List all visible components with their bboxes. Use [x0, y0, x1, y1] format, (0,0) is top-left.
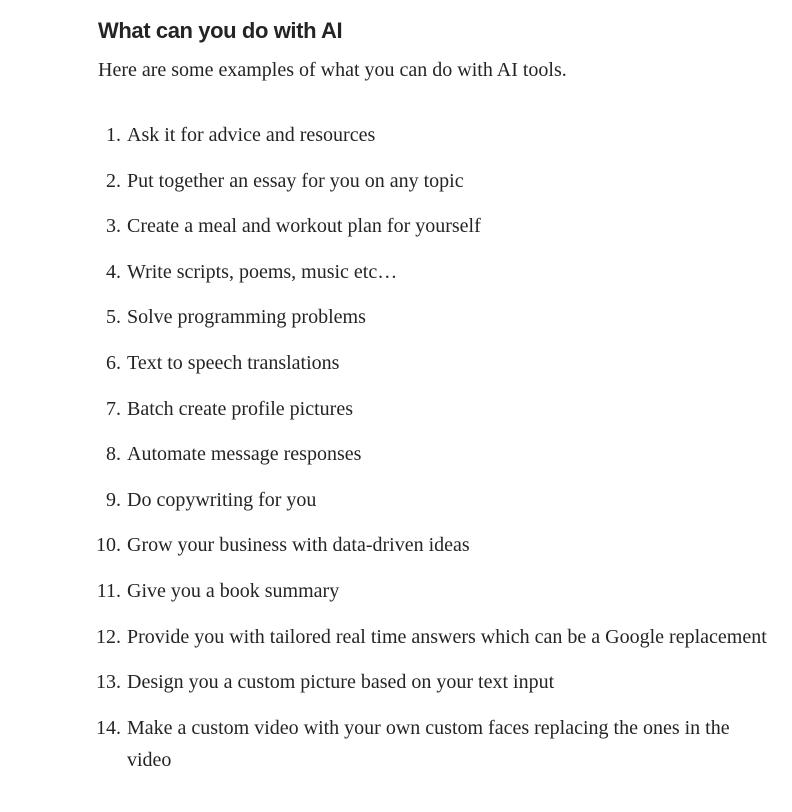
list-item [95, 575, 770, 607]
list-item-text: Put together an essay for you on any topic [127, 169, 464, 192]
list-item [95, 529, 770, 561]
list-item-number: 7. [106, 397, 121, 420]
list-item [95, 621, 770, 653]
list-item-number: 11. [96, 579, 121, 602]
list-item-number: 10. [96, 534, 121, 557]
list-item-number: 5. [106, 306, 121, 329]
list-item-text: Automate message responses [127, 443, 362, 466]
list-item-text: Provide you with tailored real time answers which can be a Google replacement [127, 625, 767, 648]
list-item [95, 438, 770, 470]
section-heading: What can you do with AI [98, 18, 343, 43]
list-item-text: Batch create profile pictures [127, 397, 353, 420]
list-item [95, 393, 770, 425]
list-item-text: Ask it for advice and resources [127, 124, 376, 146]
list-item-text: Solve programming problems [127, 306, 366, 329]
list-item [95, 119, 770, 151]
intro-paragraph: Here are some examples of what you can do with AI tools. [98, 59, 567, 81]
list-item-text: Give you a book summary [127, 579, 340, 602]
list-item-number: 1. [106, 124, 121, 146]
list-item [95, 712, 770, 776]
list-item-text: Make a custom video with your own custom faces replacing the ones in the video [127, 716, 730, 771]
list-item-number: 14. [96, 716, 121, 739]
list-item [95, 301, 770, 333]
list-item [95, 256, 770, 288]
article [96, 16, 768, 771]
list-item [95, 666, 770, 698]
list-item-text: Grow your business with data-driven ideas [127, 534, 470, 557]
list-item-text: Write scripts, poems, music etc… [127, 260, 398, 283]
list-item-text: Create a meal and workout plan for yourself [127, 215, 481, 238]
list-item-text: Do copywriting for you [127, 488, 317, 511]
list-item-text: Text to speech translations [127, 351, 340, 374]
list-item-text: Design you a custom picture based on your text input [127, 671, 555, 694]
list-item [95, 165, 770, 197]
list-item-number: 2. [106, 169, 121, 192]
list-item-number: 3. [106, 215, 121, 238]
list-item-number: 13. [96, 671, 121, 694]
list-item [95, 210, 770, 242]
list-item-number: 6. [106, 351, 121, 374]
list-item-number: 9. [106, 488, 121, 511]
list-item-number: 12. [96, 625, 121, 648]
list-item [95, 484, 770, 516]
list-item-number: 4. [106, 260, 121, 283]
examples-list [95, 119, 770, 789]
list-item-number: 8. [106, 443, 121, 466]
list-item [95, 347, 770, 379]
